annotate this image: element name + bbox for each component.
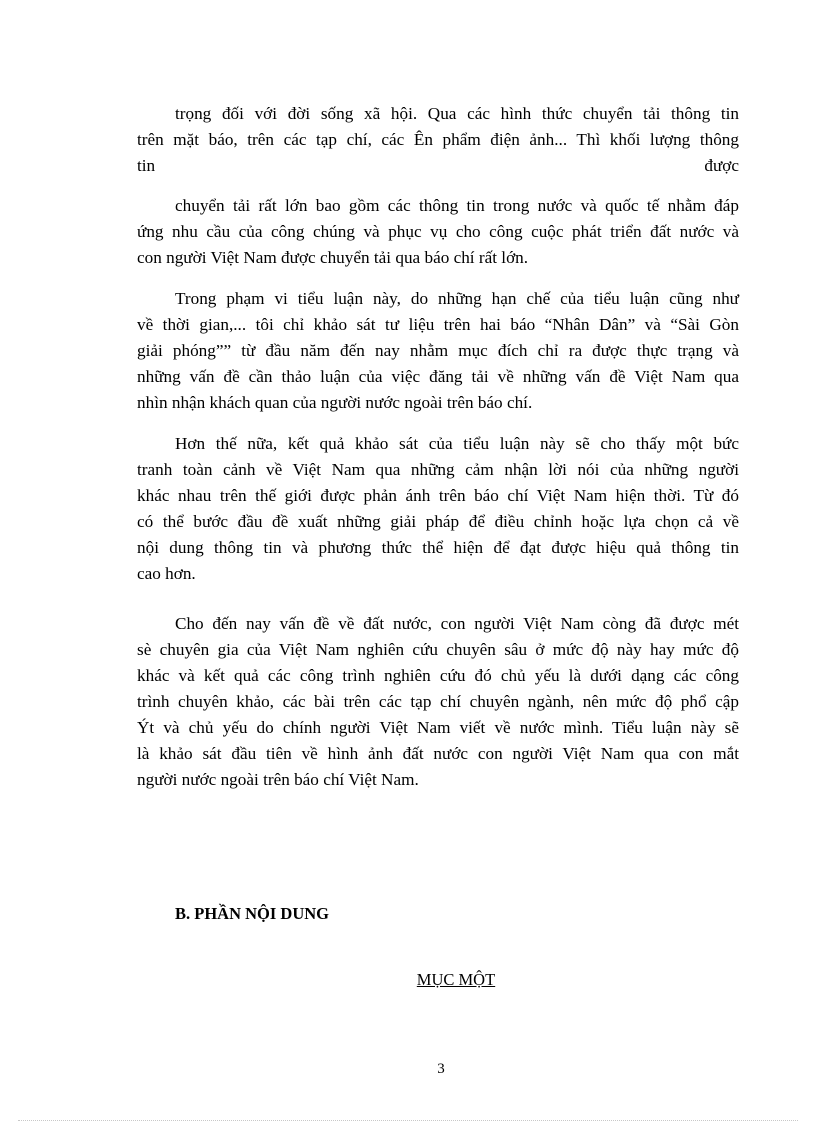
- paragraph-1-line-1: trọng đối với đời sống xã hội. Qua các hình thức chuyển tải thông tin: [175, 104, 739, 123]
- paragraph-4: [137, 431, 739, 587]
- paragraph-5-line-2: sè chuyên gia của Việt Nam nghiên cứu chuyên sâu ở mức độ này hay mức độ: [137, 640, 739, 659]
- paragraph-2-line-2: ứng nhu cầu của công chúng và phục vụ cho công cuộc phát triển đất nước và: [137, 222, 739, 241]
- paragraph-3-line-3: giải phóng”” từ đầu năm đến nay nhằm mục đích chỉ ra được thực trạng và: [137, 341, 739, 360]
- paragraph-3-line-2: về thời gian,... tôi chỉ khảo sát tư liệu trên hai báo “Nhân Dân” và “Sài Gòn: [137, 315, 739, 334]
- paragraph-2: [137, 193, 739, 271]
- paragraph-3-line-1: Trong phạm vi tiểu luận này, do những hạn chế của tiểu luận cũng như: [175, 289, 739, 308]
- paragraph-4-line-5: nội dung thông tin và phương thức thể hiện để đạt được hiệu quả thông tin: [137, 538, 739, 557]
- section-heading: B. PHẦN NỘI DUNG: [175, 904, 330, 923]
- paragraph-1-line-2: trên mặt báo, trên các tạp chí, các Ên phẩm điện ảnh... Thì khối lượng thông: [137, 130, 739, 149]
- paragraph-1-line-3-right: được: [704, 156, 739, 175]
- subsection-heading-container: [0, 968, 816, 992]
- paragraph-4-line-3: khác nhau trên thế giới được phản ánh trên báo chí Việt Nam hiện thời. Từ đó: [137, 486, 739, 505]
- paragraph-5-line-3: khác và kết quả các công trình nghiên cứu đó chủ yếu là dưới dạng các công: [137, 666, 739, 685]
- page-bottom-border: [18, 1120, 798, 1121]
- paragraph-5: [137, 611, 739, 793]
- paragraph-3: [137, 286, 739, 416]
- paragraph-3-line-4: những vấn đề cần thảo luận của việc đăng tải về những vấn đề Việt Nam qua: [137, 367, 739, 386]
- paragraph-2-line-1: chuyển tải rất lớn bao gồm các thông tin trong nước và quốc tế nhằm đáp: [175, 196, 739, 215]
- paragraph-2-line-3: con người Việt Nam được chuyển tải qua báo chí rất lớn.: [137, 248, 529, 267]
- page-number: 3: [437, 1061, 445, 1077]
- paragraph-1: [137, 101, 739, 179]
- paragraph-5-line-6: là khảo sát đầu tiên về hình ảnh đất nước con người Việt Nam qua con mắt: [137, 744, 739, 763]
- paragraph-5-line-7: người nước ngoài trên báo chí Việt Nam.: [137, 770, 419, 789]
- paragraph-4-line-2: tranh toàn cảnh về Việt Nam qua những cảm nhận lời nói của những người: [137, 460, 739, 479]
- paragraph-5-line-4: trình chuyên khảo, các bài trên các tạp chí chuyên ngành, nên mức độ phổ cập: [137, 692, 739, 711]
- paragraph-1-line-3: [137, 153, 739, 179]
- paragraph-4-line-6: cao hơn.: [137, 564, 196, 583]
- paragraph-1-line-3-left: tin: [137, 156, 156, 175]
- paragraph-5-line-5: Ýt và chủ yếu do chính người Việt Nam viết về nước mình. Tiểu luận này sẽ: [137, 718, 739, 737]
- subsection-heading: MỤC MỘT: [416, 970, 496, 989]
- paragraph-4-line-1: Hơn thế nữa, kết quả khảo sát của tiểu luận này sẽ cho thấy một bức: [175, 434, 739, 453]
- paragraph-5-line-1: Cho đến nay vấn đề về đất nước, con người Việt Nam còng đã được mét: [175, 614, 739, 633]
- paragraph-4-line-4: có thể bước đầu đề xuất những giải pháp để điều chỉnh hoặc lựa chọn cả về: [137, 512, 739, 531]
- paragraph-3-line-5: nhìn nhận khách quan của người nước ngoài trên báo chí.: [137, 393, 533, 412]
